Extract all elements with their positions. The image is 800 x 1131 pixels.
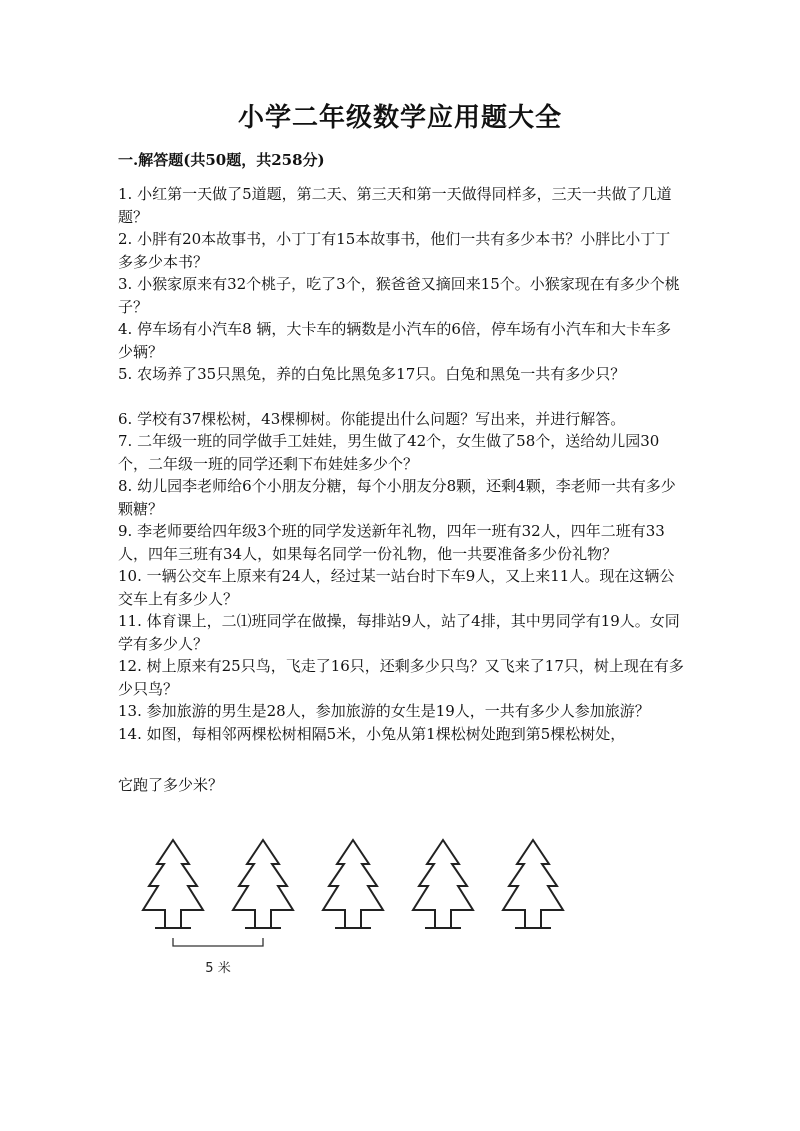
question-2: 2. 小胖有20本故事书，小丁丁有15本故事书，他们一共有多少本书？小胖比小丁丁多多少本书？	[118, 230, 671, 271]
question-6: 6. 学校有37棵松树，43棵柳树。你能提出什么问题？写出来，并进行解答。	[118, 409, 626, 428]
question-list	[118, 183, 684, 745]
question-8: 8. 幼儿园李老师给6个小朋友分糖，每个小朋友分8颗，还剩4颗，李老师一共有多少颗糖？	[118, 477, 676, 518]
question-14: 14. 如图，每相邻两棵松树相隔5米，小兔从第1棵松树处跑到第5棵松树处，	[118, 724, 626, 743]
question-13: 13. 参加旅游的男生是28人，参加旅游的女生是19人，一共有多少人参加旅游？	[118, 702, 650, 720]
pine-tree-outline	[323, 840, 383, 928]
question-12: 12. 树上原来有25只鸟，飞走了16只，还剩多少只鸟？又飞来了17只，树上现在有多少只鸟？	[118, 657, 684, 698]
pine-trees-figure	[118, 820, 588, 980]
question-10: 10. 一辆公交车上原来有24人，经过某一站台时下车9人，又上来11人。现在这辆公交车上有多少人？	[118, 567, 675, 608]
pine-tree-outline	[413, 840, 473, 928]
question-4: 4. 停车场有小汽车8 辆，大卡车的辆数是小汽车的6倍，停车场有小汽车和大卡车多少辆？	[118, 320, 671, 361]
pine-tree-3	[323, 840, 383, 928]
pine-tree-2	[233, 840, 293, 928]
question-14-continued: 它跑了多少米？	[118, 776, 224, 794]
pine-tree-5	[503, 840, 563, 928]
pine-tree-4	[413, 840, 473, 928]
question-1: 1. 小红第一天做了5道题，第二天、第三天和第一天做得同样多，三天一共做了几道题？	[118, 185, 672, 226]
distance-brace	[173, 938, 263, 946]
pine-tree-outline	[233, 840, 293, 928]
distance-label: 5 米	[205, 961, 231, 976]
pine-tree-1	[143, 840, 203, 928]
section-heading: 一.解答题(共50题，共258分)	[118, 151, 325, 169]
question-9: 9. 李老师要给四年级3个班的同学发送新年礼物，四年一班有32人，四年二班有33人，四年三班有34人，如果每名同学一份礼物，他一共要准备多少份礼物？	[118, 522, 665, 563]
question-11: 11. 体育课上，二⑴班同学在做操，每排站9人，站了4排，其中男同学有19人。女同学有多少人？	[118, 612, 680, 653]
pine-tree-outline	[503, 840, 563, 928]
question-7: 7. 二年级一班的同学做手工娃娃，男生做了42个，女生做了58个，送给幼儿园30个，二年级一班的同学还剩下布娃娃多少个？	[118, 432, 660, 473]
question-3: 3. 小猴家原来有32个桃子，吃了3个，猴爸爸又摘回来15个。小猴家现在有多少个桃子？	[118, 275, 680, 316]
question-5: 5. 农场养了35只黑兔，养的白兔比黑兔多17只。白兔和黑兔一共有多少只？	[118, 365, 626, 383]
page-title: 小学二年级数学应用题大全	[237, 103, 562, 133]
pine-tree-outline	[143, 840, 203, 928]
